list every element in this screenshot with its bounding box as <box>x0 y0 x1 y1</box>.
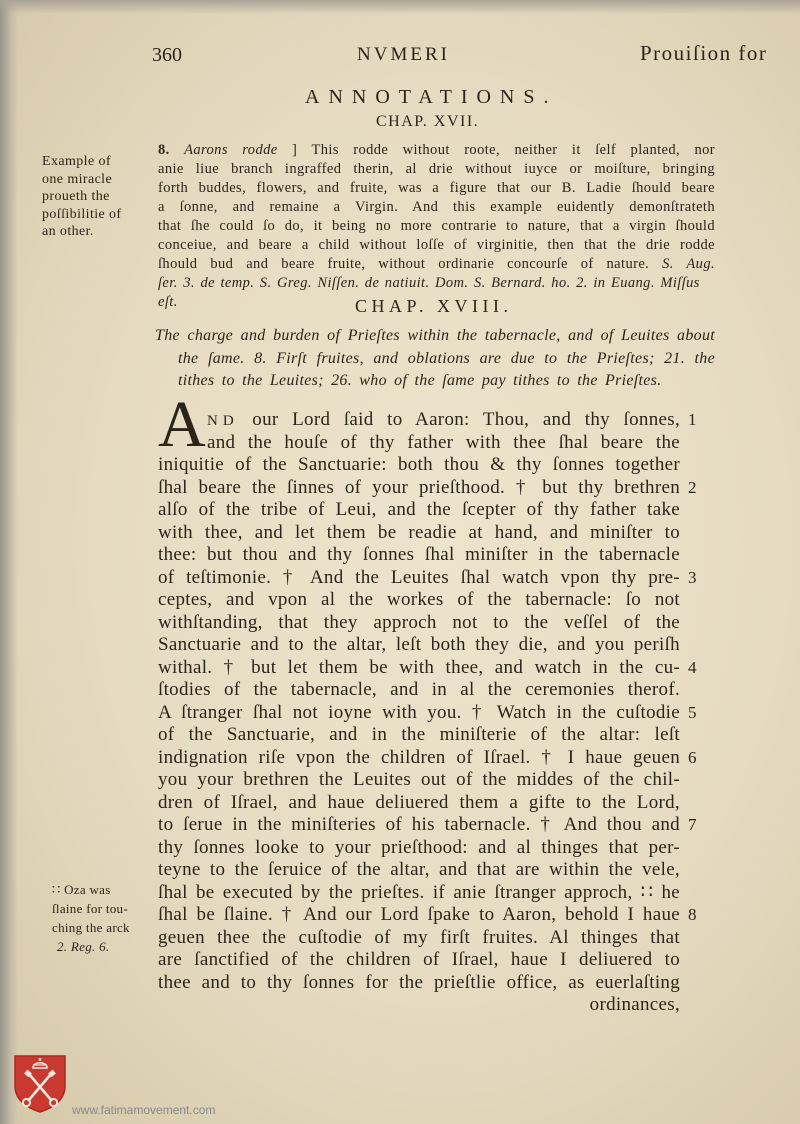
line-text: of teſtimonie. † And the Leuites ſhal watch vpon thy pre- <box>158 566 680 588</box>
line-text: dren of Iſrael, and haue deliuered them a gifte to the Lord, <box>158 791 680 813</box>
line-text: thy ſonnes looke to your prieſthood: and al thinges that per- <box>158 836 680 858</box>
chapter-xvii-heading: CHAP. XVII. <box>376 113 480 130</box>
line-text: Sanctuarie and to the altar, leſt both they die, and you periſh <box>158 634 680 655</box>
line-text: withſtanding, that they approch not to the veſſel of the <box>158 611 680 633</box>
line-text: ceptes, and vpon al the workes of the tabernacle: ſo not <box>158 589 680 610</box>
text-line <box>158 522 680 545</box>
margin-note-line: Example of <box>42 154 111 169</box>
text-line <box>158 432 680 455</box>
margin-note-line: one miracle <box>42 171 113 187</box>
line-text: alſo of the tribe of Leui, and the ſcepter of thy father take <box>158 499 680 520</box>
text-line <box>158 927 680 950</box>
website-watermark: www.fatimamovement.com <box>72 1103 216 1117</box>
annotation-line: a ſonne, and remaine a Virgin. And this example euidently demonſtrateth <box>158 199 715 215</box>
note-verse-ref: 8. <box>158 142 170 158</box>
drop-cap: A <box>158 388 206 461</box>
text-line <box>158 837 680 860</box>
margin-note-line: poſſibilitie of <box>42 206 122 222</box>
annotation-line: forth buddes, flowers, and fruite, was a figure that our B. Ladie ſhould beare <box>158 180 715 196</box>
verse-number: 5 <box>688 702 697 722</box>
line-text: thee: but thou and thy ſonnes ſhal miniſter in the tabernacle <box>158 544 680 565</box>
line-text: are ſanctified of the children of Iſrael, haue I deliuered to <box>158 949 680 970</box>
line-text: ſtodies of the tabernacle, and in al the ceremonies therof. <box>158 679 680 700</box>
note-text: This rodde without roote, neither it ſelf planted, nor <box>311 142 716 158</box>
text-line <box>158 566 697 590</box>
note-bracket: ] <box>292 142 298 158</box>
note-text: ſhould bud and beare fruite, without ordinarie concourſe of nature. <box>158 256 650 272</box>
text-line <box>158 972 680 995</box>
annotation-line <box>158 141 715 160</box>
text-line <box>158 499 680 522</box>
margin-note-miracle <box>42 153 154 241</box>
margin-note-line: ching the arck <box>52 920 130 935</box>
running-head-book: NVMERI <box>357 44 450 65</box>
margin-note-reference: 2. Reg. 6. <box>57 939 110 954</box>
text-line <box>158 792 680 815</box>
chapter-xviii-heading: CHAP. XVIII. <box>355 296 513 316</box>
text-line <box>158 882 680 905</box>
line-text: ſhal be executed by the prieſtes. if anie ſtranger approch, ∷ he <box>158 881 680 903</box>
text-line <box>158 724 680 747</box>
line-text: A ſtranger ſhal not ioyne with you. † Watch in the cuſtodie <box>158 701 680 723</box>
summary-line: the ſame. 8. Firſt fruites, and oblations are due to the Prieſtes; 21. the <box>178 349 715 367</box>
line-text: withal. † but let them be with thee, and watch in the cu- <box>158 656 680 678</box>
verse-number: 4 <box>688 657 697 677</box>
text-line <box>158 746 697 770</box>
line-text: ſhal beare the ſinnes of your prieſthood. † but thy brethren <box>158 476 680 498</box>
line-text: thee and to thy ſonnes for the prieſtlie office, as euerlaſting <box>158 971 680 993</box>
text-line <box>158 612 680 635</box>
margin-note-line: ∷ Oza was <box>52 882 111 897</box>
line-text: our Lord ſaid to Aaron: Thou, and thy ſonnes, <box>252 409 680 430</box>
summary-line: tithes to the Leuites; 26. who of the ſame pay tithes to the Prieſtes. <box>178 372 662 389</box>
text-line <box>158 904 697 927</box>
verse-number: 6 <box>688 747 697 767</box>
text-line <box>158 859 680 882</box>
line-text: and the houſe of thy father with thee ſhal beare the <box>207 431 680 453</box>
text-line <box>158 454 680 477</box>
verse-number: 7 <box>688 815 697 834</box>
line-text: teyne to the ſeruice of the altar, and that are within the vele, <box>158 859 680 880</box>
line-text: geuen thee the cuſtodie of my firſt fruites. Al thinges that <box>158 926 680 948</box>
text-line <box>158 409 697 432</box>
page-top-edge-shadow <box>0 0 800 14</box>
line-text: ſhal be ſlaine. † And our Lord ſpake to Aaron, behold I haue <box>158 904 680 925</box>
margin-note-line: proueth the <box>42 189 110 204</box>
note-citation: S. Aug. <box>662 256 715 272</box>
text-line <box>158 949 680 972</box>
page-number: 360 <box>152 44 182 66</box>
catchword: ordinances, <box>589 994 680 1015</box>
annotations-heading: ANNOTATIONS. <box>305 86 558 108</box>
text-line <box>158 634 680 657</box>
verse-number: 1 <box>688 410 697 429</box>
verse-number: 8 <box>688 905 697 924</box>
margin-note-line: an other. <box>42 224 94 239</box>
summary-line: The charge and burden of Prieſtes within the tabernacle, and of Leuites about <box>155 327 715 344</box>
note-lemma: Aarons rodde <box>184 142 278 158</box>
text-line <box>158 476 697 500</box>
fatima-movement-crest-icon <box>12 1052 68 1114</box>
line-text: indignation riſe vpon the children of Iſrael. † I haue geuen <box>158 746 680 768</box>
annotation-line: conceiue, and beare a child without loſſe of virginitie, then that the drie rodde <box>158 237 715 253</box>
annotation-line: anie liue branch ingraffed therin, al drie without iuyce or moiſture, bringing <box>158 161 715 177</box>
verse-number: 2 <box>688 477 697 497</box>
note-citation: ſer. 3. de temp. S. Greg. Niſſen. de natiuit. Dom. S. Bernard. ho. 2. in Euang. Miſſus eſt. <box>158 275 700 310</box>
running-head-title: Prouiſion for <box>640 41 768 65</box>
text-line <box>158 814 697 837</box>
verse-number: 3 <box>688 567 697 587</box>
text-line <box>158 656 697 680</box>
line-text: iniquitie of the Sanctuarie: both thou & thy ſonnes together <box>158 454 680 475</box>
text-line <box>158 589 680 612</box>
chapter-summary <box>155 325 715 393</box>
text-line <box>158 679 680 702</box>
line-text: of the Sanctuarie, and in the miniſterie of the altar: leſt <box>158 724 680 745</box>
line-text: to ſerue in the miniſteries of his tabernacle. † And thou and <box>158 814 680 835</box>
chapter-text <box>158 409 697 1017</box>
margin-note-line: ſlaine for tou- <box>52 901 128 916</box>
opening-small-caps: ND <box>207 413 239 429</box>
line-text: you your brethren the Leuites out of the middes of the chil- <box>158 769 680 790</box>
text-line <box>158 769 680 792</box>
annotation-line: that ſhe could ſo do, it being no more contrarie to nature, that a virgin ſhould <box>158 218 715 234</box>
margin-note-oza <box>52 880 164 956</box>
annotation-line <box>158 255 715 274</box>
text-line <box>158 701 697 725</box>
page-left-edge-shadow <box>0 0 18 1124</box>
text-line <box>158 544 680 567</box>
line-text: with thee, and let them be readie at hand, and miniſter to <box>158 521 680 543</box>
